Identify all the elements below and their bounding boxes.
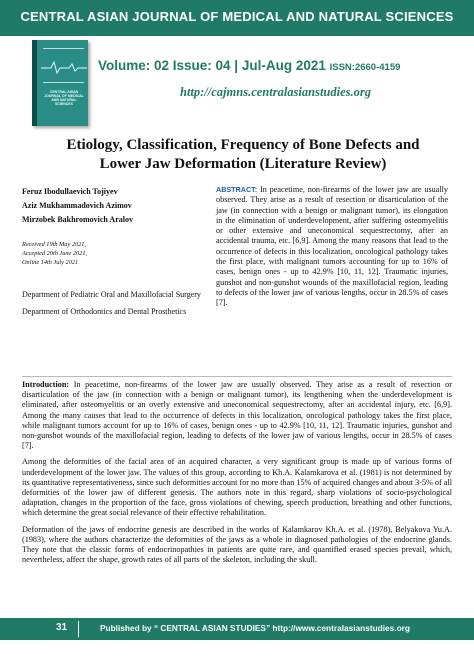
author-name: Mirzobek Bakhromovich Aralov (22, 215, 133, 224)
author-list (22, 185, 202, 227)
journal-cover-image (32, 40, 88, 126)
cover-title: CENTRAL ASIAN JOURNAL OF MEDICAL AND NATURAL SCIENCES (44, 90, 84, 106)
article-body (22, 380, 452, 571)
body-paragraph: Among the deformities of the facial area of an acquired character, a very significant group is made up of various forms of underdevelopment of the lower jaw. The values of this group, according to Kh.A. Kalamkarova et al. (1981) is not determined by its quantitative representativeness, since such deformities account for no more than 15% of acquired changes and about 3-5% of all deformities of the lower jaw of different genesis. The authors note in this regard, sharp violations of socio-psychological adaptation, changes in the proportion of the face, gross violations of chewing, speech production, breathing and other functions, which determine the great social relevance of their effective rehabilitation. (22, 457, 452, 518)
publisher-line[interactable]: Published by “ CENTRAL ASIAN STUDIES” http://www.centralasianstudies.org (100, 623, 410, 633)
author-name: Feruz Ibodullaevich Tojiyev (22, 187, 118, 196)
article-title-line1: Etiology, Classification, Frequency of Bone Defects and (66, 137, 420, 153)
issn-text: ISSN:2660-4159 (329, 62, 401, 73)
footer-separator (78, 621, 79, 637)
journal-url-link[interactable]: http://cajmns.centralasianstudies.org (180, 85, 372, 99)
cover-decor-line (43, 48, 84, 49)
online-date: Online 14th July 2021 (22, 259, 79, 266)
page-number: 31 (56, 622, 68, 633)
cover-decor-line (43, 82, 84, 83)
journal-name: CENTRAL ASIAN JOURNAL OF MEDICAL AND NATURAL SCIENCES (20, 9, 454, 24)
body-paragraph: Deformation of the jaws of endocrine genesis are described in the works of Kalamkarov Kh.A. et al. (1978), Belyakova Yu.A. (1983), where the authors characterize the deformities of the jaws as a whole in diagnosed pathologies of the endocrine glands. They note that the classic forms of endocrinopathies in patients are quite rare, and quantified erased species prevail, which, nevertheless, affect the shape, growth rates of all parts of the skeleton, including the skull. (22, 524, 452, 565)
affiliations (22, 290, 205, 324)
accepted-date: Accepted 20th June 2021, (22, 250, 88, 257)
intro-label: Introduction: (22, 380, 70, 389)
cover-ecg-wave-icon (41, 58, 87, 76)
section-divider (22, 376, 452, 377)
page-footer (0, 618, 474, 640)
intro-text: In peacetime, non-firearms of the lower jaw are usually observed. They arise as a result of resection or disarticulation of the jaw (in connection with a benign or malignant tumor), its lengthening when the underdevelopment is eliminated, after osteomyelitis or an overly extensive and uneconomical sequestrectomy, after an accidental injury, etc. [6,9]. Among the many causes that lead to the occurrence of defects in this localization, oncological pathology takes the first place, while malignant tumors account for up to 16% of cases, benign ones - up to 42.9% [10, 11, 12]. Traumatic injuries, gunshot and non-gunshot wounds of the maxillofacial region, leading to defects of the lower jaw of various lengths, occur in 28.5% of cases [7]. (22, 380, 452, 451)
article-title-line2: Lower Jaw Deformation (Literature Review) (99, 156, 387, 172)
received-date: Received 19th May 2021, (22, 241, 86, 248)
intro-paragraph (22, 380, 452, 451)
volume-issue-line (98, 58, 468, 73)
article-title (48, 136, 438, 174)
affiliation: Department of Orthodontics and Dental Prosthetics (22, 307, 187, 316)
author-name: Aziz Mukhammadovich Azimov (22, 201, 132, 210)
journal-header-band (0, 0, 474, 36)
abstract-text: In peacetime, non-firearms of the lower jaw are usually observed. They arise as a result of resection or disarticulation of the jaw (in connection with a benign or malignant tumor), its elongation in the elimination of underdevelopment, after suffering osteomyelitis or other extensive and uneconomical sequestrectomy, after an accidental trauma, etc. [6,9]. Among the many reasons that lead to the occurrence of defects in this localization, oncological pathology takes the first place, with malignant tumors accounting for up to 16% of cases, benign ones - up to 42.9% [10, 11, 12]. Traumatic injuries, gunshot and non-gunshot wounds of the maxillofacial region, leading to defects of the lower jaw of various lengths, occur in 28.5% of cases [7]. (216, 185, 449, 308)
abstract (216, 185, 448, 309)
affiliation: Department of Pediatric Oral and Maxillofacial Surgery (22, 290, 201, 299)
abstract-label: ABSTRACT: (216, 185, 258, 194)
article-dates (22, 240, 202, 267)
volume-text: Volume: 02 Issue: 04 | Jul-Aug 2021 (98, 58, 326, 73)
